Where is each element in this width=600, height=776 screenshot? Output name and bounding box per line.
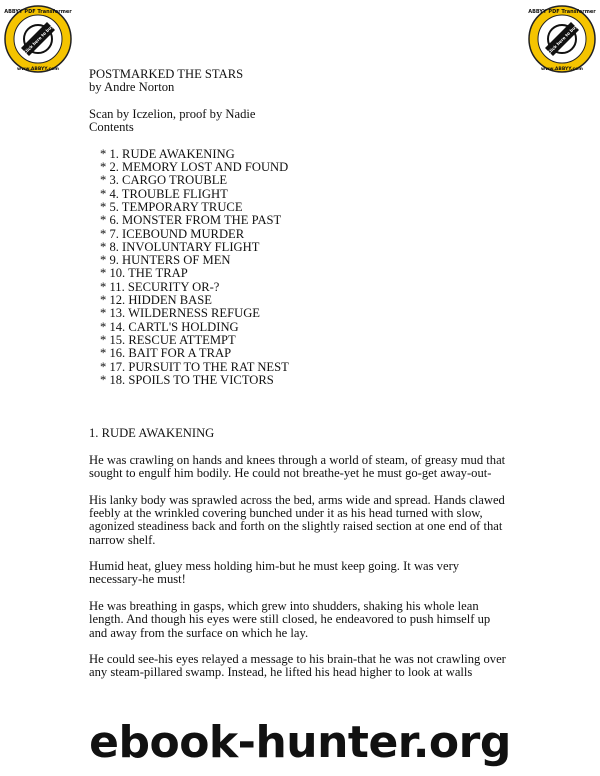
toc-item[interactable]: * 4. TROUBLE FLIGHT	[100, 186, 228, 201]
spacer	[89, 587, 509, 600]
toc-item[interactable]: * 10. THE TRAP	[100, 266, 188, 281]
spacer	[89, 387, 509, 427]
svg-text:www.ABBYY.com: www.ABBYY.com	[541, 67, 583, 72]
book-title: POSTMARKED THE STARS	[89, 67, 244, 81]
toc-item[interactable]: * 13. WILDERNESS REFUGE	[100, 306, 260, 321]
toc-item[interactable]: * 17. PURSUIT TO THE RAT NEST	[100, 359, 289, 374]
chapter-paragraph: His lanky body was sprawled across the bed, arms wide and spread. Hands clawed feebly at the wrinkled covering bunched under it as his head turned with slow, agonized steadiness back and forth on the slightly raised section at one end of that narrow shelf.	[89, 492, 505, 547]
abbyy-badge-right-icon[interactable]	[527, 4, 597, 74]
spacer	[89, 640, 509, 653]
toc-item[interactable]: * 14. CARTL'S HOLDING	[100, 319, 239, 334]
toc-item[interactable]: * 2. MEMORY LOST AND FOUND	[100, 160, 289, 175]
chapter-paragraph: He was crawling on hands and knees through a world of steam, of greasy mud that sought to engulf him bodily. He could not breathe-yet he must go-get away-out-	[89, 452, 506, 481]
table-of-contents	[100, 148, 509, 387]
toc-item[interactable]: * 8. INVOLUNTARY FLIGHT	[100, 239, 260, 254]
toc-item[interactable]: * 3. CARGO TROUBLE	[100, 173, 228, 188]
toc-item[interactable]: * 15. RESCUE ATTEMPT	[100, 332, 236, 347]
svg-text:Click here to buy: Click here to buy	[22, 23, 55, 56]
toc-item[interactable]: * 16. BAIT FOR A TRAP	[100, 346, 232, 361]
spacer	[89, 547, 509, 560]
document-body	[89, 68, 509, 680]
toc-item[interactable]: * 6. MONSTER FROM THE PAST	[100, 213, 282, 228]
spacer	[89, 95, 509, 108]
spacer	[89, 134, 509, 147]
toc-item[interactable]: * 1. RUDE AWAKENING	[100, 146, 235, 161]
spacer	[89, 480, 509, 493]
spacer	[89, 440, 509, 453]
chapter-heading: 1. RUDE AWAKENING	[89, 426, 215, 441]
book-credits: Scan by Iczelion, proof by Nadie	[89, 106, 256, 121]
svg-text:Click here to buy: Click here to buy	[546, 23, 579, 56]
toc-item[interactable]: * 7. ICEBOUND MURDER	[100, 226, 245, 241]
chapter-paragraph: Humid heat, gluey mess holding him-but he must keep going. It was very necessary-he must!	[89, 559, 460, 587]
toc-item[interactable]: * 5. TEMPORARY TRUCE	[100, 199, 243, 214]
toc-item[interactable]: * 12. HIDDEN BASE	[100, 293, 212, 308]
watermark-footer: ebook-hunter.org	[89, 717, 511, 768]
svg-text:ABBYY PDF Transformer: ABBYY PDF Transformer	[528, 9, 596, 15]
abbyy-badge-left-icon[interactable]	[3, 4, 73, 74]
toc-item[interactable]: * 9. HUNTERS OF MEN	[100, 253, 231, 268]
toc-item[interactable]: * 18. SPOILS TO THE VICTORS	[100, 372, 274, 387]
svg-text:ABBYY PDF Transformer: ABBYY PDF Transformer	[4, 9, 72, 15]
toc-item[interactable]: * 11. SECURITY OR-?	[100, 279, 220, 294]
chapter-paragraph: He was breathing in gasps, which grew into shudders, shaking his whole lean length. And though his eyes were still closed, he endeavored to push himself up and away from the surface on which he lay.	[89, 598, 491, 640]
book-author: by Andre Norton	[89, 80, 175, 95]
svg-text:www.ABBYY.com: www.ABBYY.com	[17, 67, 59, 72]
chapter-paragraph: He could see-his eyes relayed a message to his brain-that he was not crawling over any steam-pillared swamp. Instead, he lifted his head higher to look at walls	[89, 652, 506, 680]
contents-heading: Contents	[89, 120, 134, 135]
